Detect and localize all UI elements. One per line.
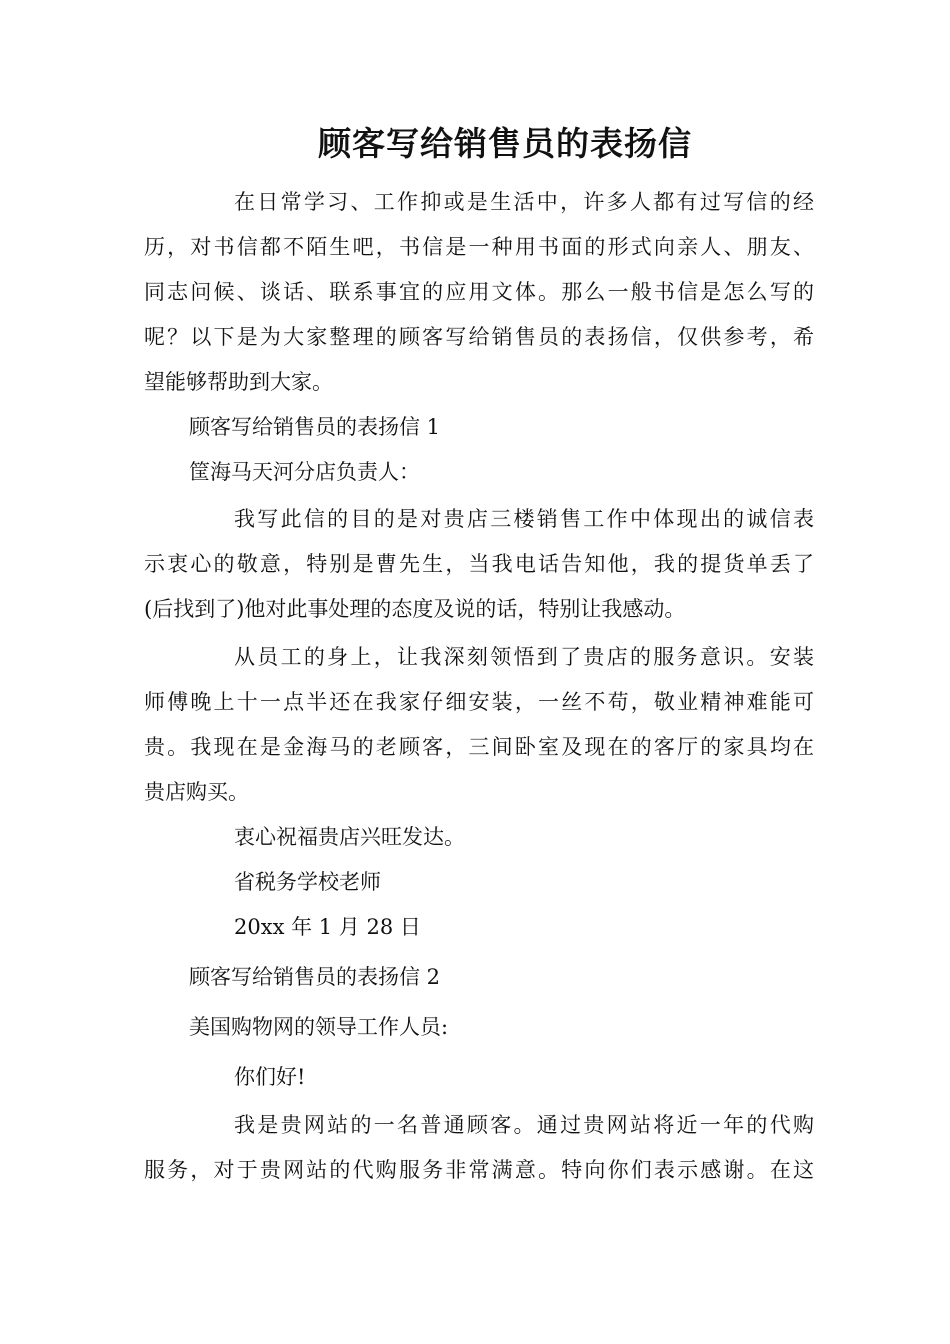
letter-date: 20xx 年 1 月 28 日 [234, 915, 421, 939]
salutation: 美国购物网的领导工作人员: [189, 1015, 449, 1039]
body-line: 同志问候、谈话、联系事宜的应用文体。那么一般书信是怎么写的 [144, 280, 814, 304]
body-line: 从员工的身上，让我深刻领悟到了贵店的服务意识。安装 [234, 645, 814, 669]
closing-line: 衷心祝福贵店兴旺发达。 [234, 825, 465, 849]
body-line: 师傅晚上十一点半还在我家仔细安装，一丝不苟，敬业精神难能可 [144, 690, 814, 714]
body-line: 我写此信的目的是对贵店三楼销售工作中体现出的诚信表 [234, 507, 814, 531]
body-line: 历，对书信都不陌生吧，书信是一种用书面的形式向亲人、朋友、 [144, 235, 814, 259]
body-line: 呢？以下是为大家整理的顾客写给销售员的表扬信，仅供参考，希 [144, 325, 814, 349]
body-line: 贵。我现在是金海马的老顾客，三间卧室及现在的客厅的家具均在 [144, 735, 814, 759]
greeting: 你们好! [234, 1065, 306, 1089]
body-line: 贵店购买。 [144, 780, 249, 804]
signature: 省税务学校老师 [234, 870, 381, 894]
body-line: (后找到了)他对此事处理的态度及说的话，特别让我感动。 [144, 597, 686, 621]
page-title: 顾客写给销售员的表扬信 [318, 124, 692, 163]
body-line: 我是贵网站的一名普通顾客。通过贵网站将近一年的代购 [234, 1113, 814, 1137]
salutation: 筐海马天河分店负责人： [189, 460, 420, 484]
body-line: 望能够帮助到大家。 [144, 370, 333, 394]
section-heading: 顾客写给销售员的表扬信 1 [189, 415, 441, 439]
section-heading: 顾客写给销售员的表扬信 2 [189, 965, 441, 989]
body-line: 在日常学习、工作抑或是生活中，许多人都有过写信的经 [234, 190, 814, 214]
body-line: 示衷心的敬意，特别是曹先生，当我电话告知他，我的提货单丢了 [144, 552, 814, 576]
body-line: 服务，对于贵网站的代购服务非常满意。特向你们表示感谢。在这 [144, 1158, 814, 1182]
